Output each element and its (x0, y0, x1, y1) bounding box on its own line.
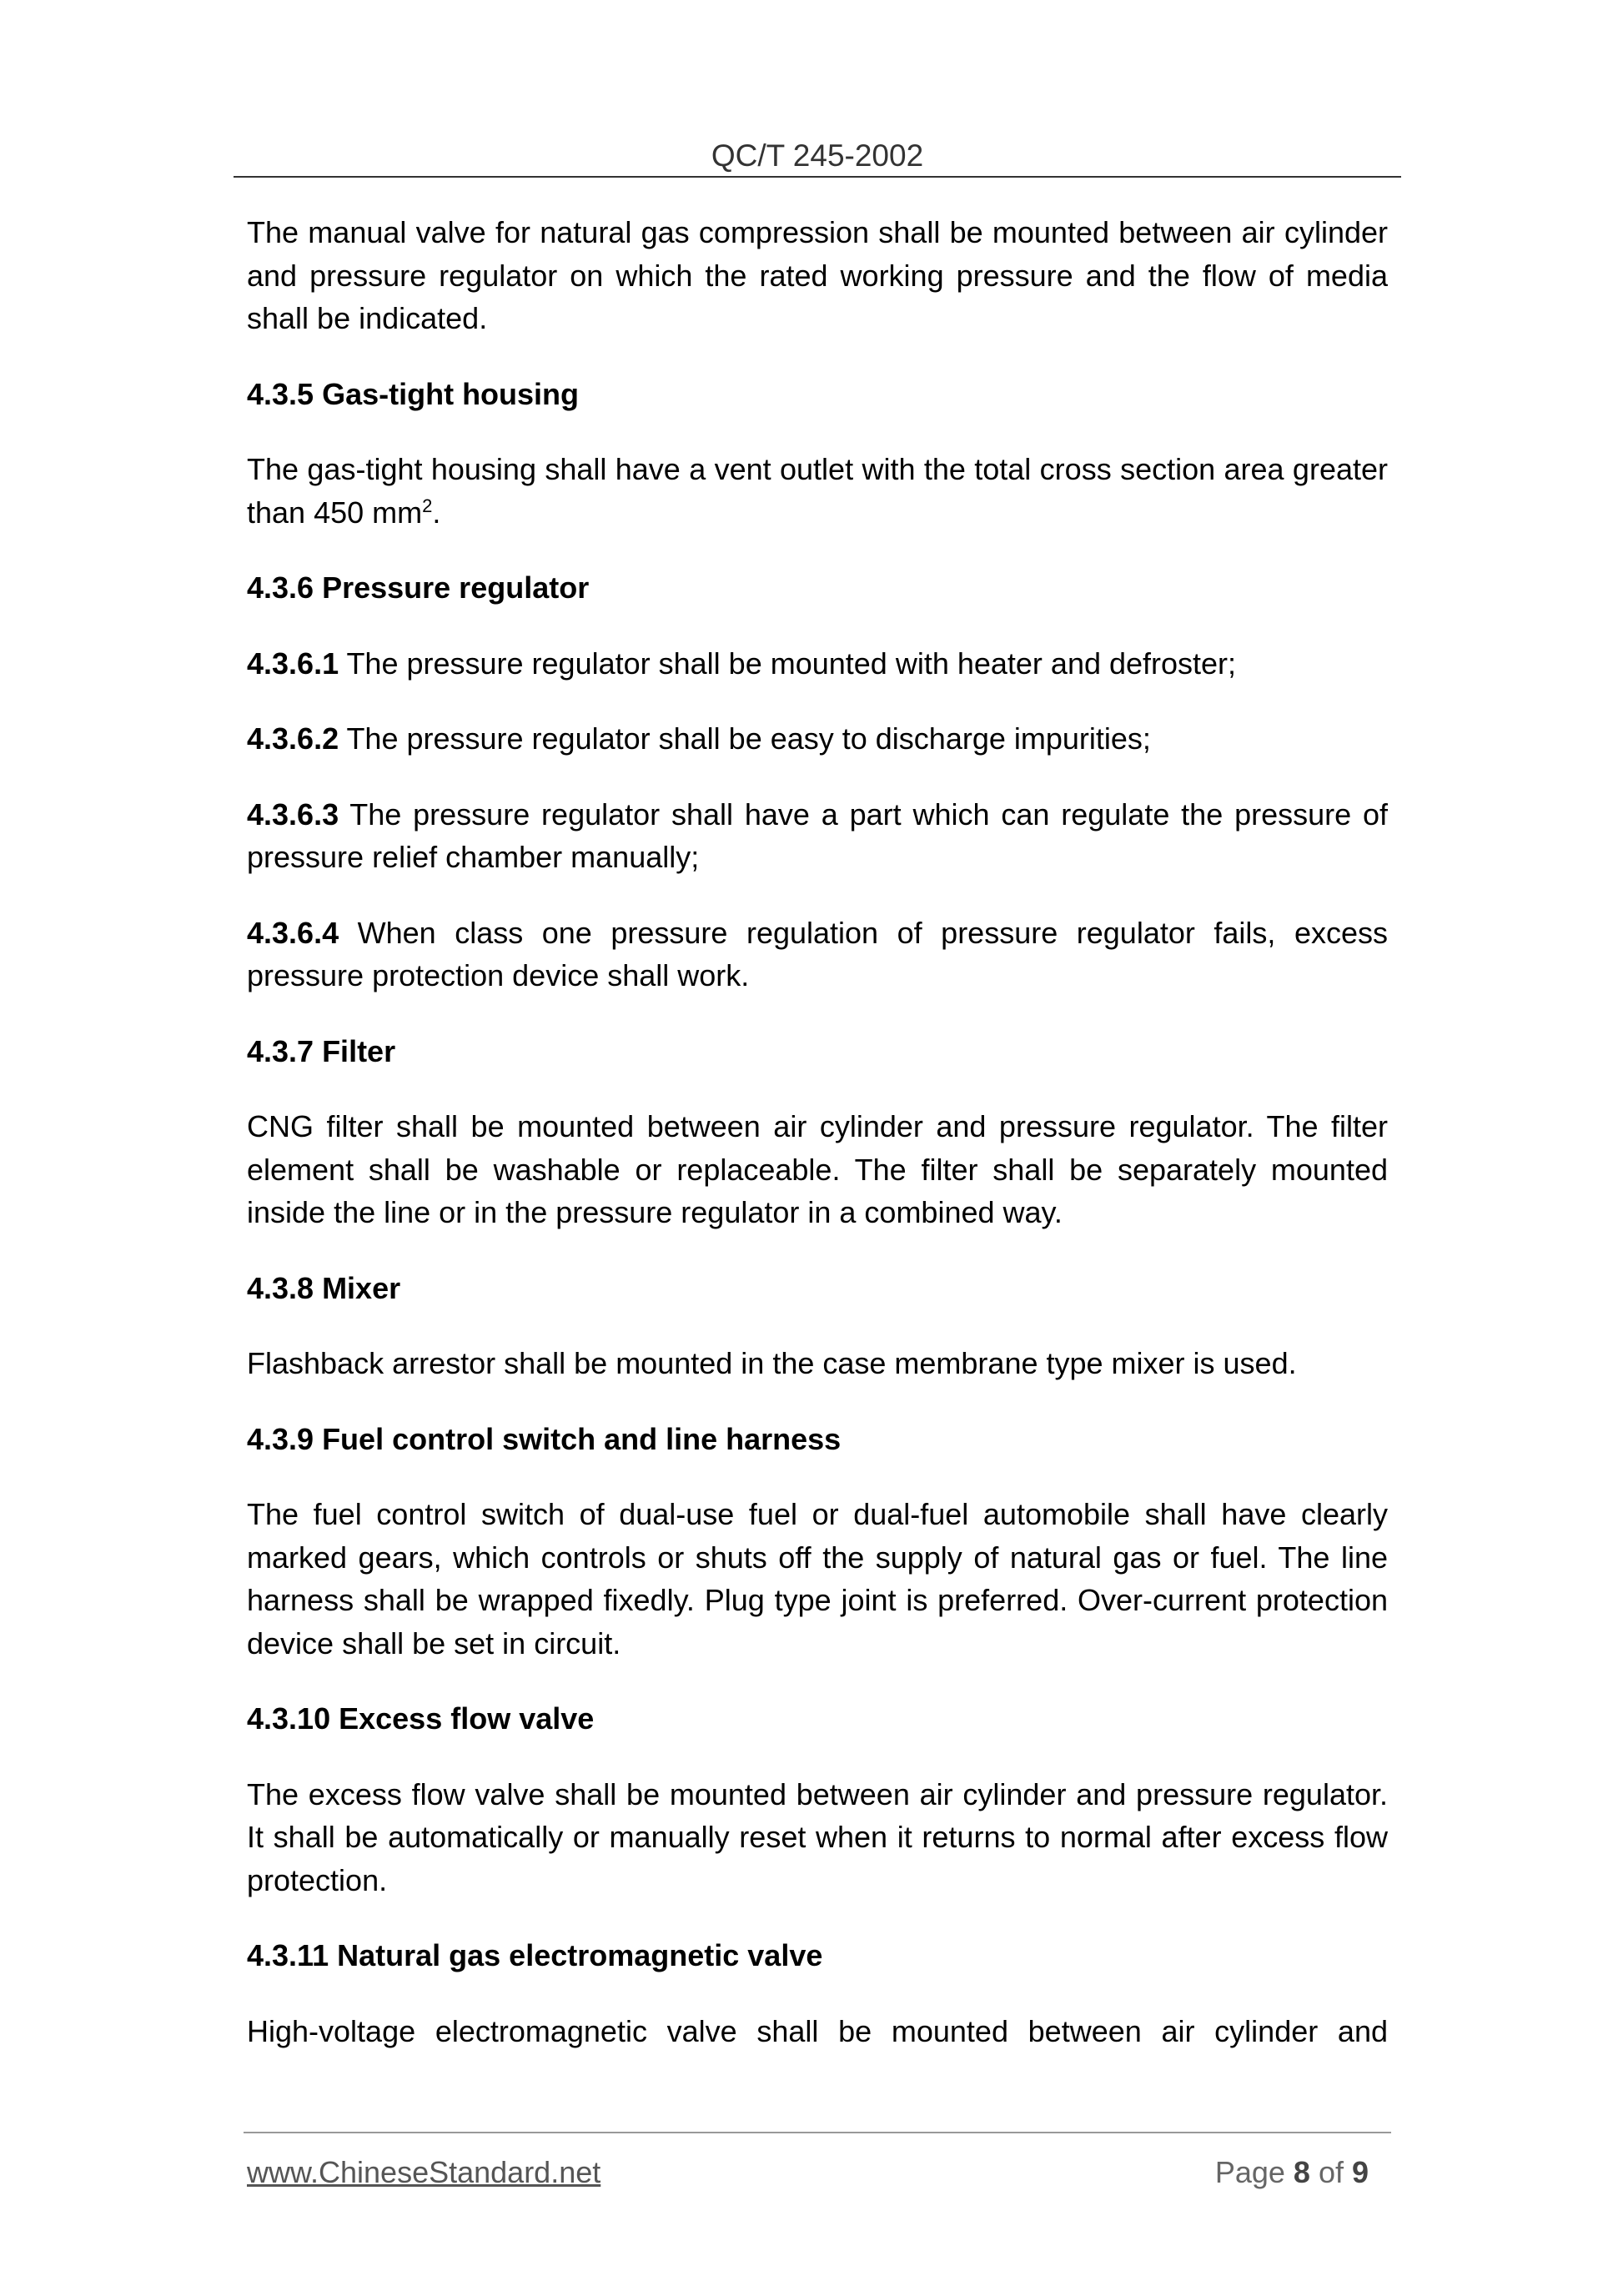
page-current: 8 (1293, 2155, 1310, 2189)
paragraph-electromagnetic-valve: High-voltage electromagnetic valve shall be mounted between air cylinder and (247, 2013, 1388, 2048)
clause-number: 4.3.6.3 (247, 796, 339, 831)
clause-number: 4.3.6.4 (247, 915, 339, 950)
heading-4-3-5: 4.3.5 Gas-tight housing (247, 376, 580, 411)
page-separator: of (1309, 2155, 1352, 2189)
clause-text: The pressure regulator shall be mounted with heater and defroster; (339, 646, 1237, 681)
document-id-header: QC/T 245-2002 (711, 138, 924, 173)
header-divider (234, 176, 1401, 178)
heading-4-3-11: 4.3.11 Natural gas electromagnetic valve (247, 1938, 823, 1972)
page-indicator (1215, 2154, 1369, 2191)
paragraph-manual-valve: The manual valve for natural gas compression shall be mounted between air cylinder and pressure regulator on which the rated working pressure and the flow of media shall be indicated. (247, 215, 1388, 335)
paragraph-excess-flow-valve: The excess flow valve shall be mounted between air cylinder and pressure regulator. It shall be automatically or manually reset when it returns to normal after excess flow protection. (247, 1776, 1388, 1897)
clause-text: The pressure regulator shall be easy to discharge impurities; (339, 721, 1151, 756)
clause-4-3-6-1 (247, 642, 1388, 686)
footer-divider (244, 2132, 1391, 2133)
clause-text: When class one pressure regulation of pressure regulator fails, excess pressure protection device shall work. (247, 915, 1388, 992)
clause-4-3-6-2 (247, 717, 1388, 761)
paragraph-filter: CNG filter shall be mounted between air cylinder and pressure regulator. The filter element shall be washable or replaceable. The filter shall be separately mounted inside the line or in the pressure regulator in a combined way. (247, 1109, 1388, 1229)
heading-4-3-8: 4.3.8 Mixer (247, 1270, 401, 1305)
clause-text: The pressure regulator shall have a part which can regulate the pressure of pressure relief chamber manually; (247, 796, 1388, 874)
clause-number: 4.3.6.1 (247, 646, 339, 681)
heading-4-3-9: 4.3.9 Fuel control switch and line harness (247, 1421, 842, 1456)
paragraph-text: The gas-tight housing shall have a vent outlet with the total cross section area greater than 450 mm (247, 452, 1388, 530)
paragraph-fuel-control-switch: The fuel control switch of dual-use fuel or dual-fuel automobile shall have clearly marked gears, which controls or shuts off the supply of natural gas or fuel. The line harness shall be wrapped fixedly. Plug type joint is preferred. Over-current protection device shall be set in circuit. (247, 1497, 1388, 1660)
clause-4-3-6-3 (247, 793, 1388, 879)
page-total: 9 (1351, 2155, 1369, 2189)
clause-4-3-6-4 (247, 912, 1388, 997)
heading-4-3-7: 4.3.7 Filter (247, 1033, 396, 1068)
website-link[interactable]: www.ChineseStandard.net (247, 2155, 601, 2189)
paragraph-gas-tight-housing (247, 448, 1388, 534)
superscript: 2 (422, 495, 433, 516)
paragraph-mixer: Flashback arrestor shall be mounted in the case membrane type mixer is used. (247, 1346, 1297, 1380)
document-body (247, 211, 1388, 2085)
page-prefix: Page (1214, 2155, 1294, 2189)
heading-4-3-10: 4.3.10 Excess flow valve (247, 1701, 595, 1736)
clause-number: 4.3.6.2 (247, 721, 339, 756)
paragraph-end: . (432, 495, 441, 530)
heading-4-3-6: 4.3.6 Pressure regulator (247, 570, 590, 605)
